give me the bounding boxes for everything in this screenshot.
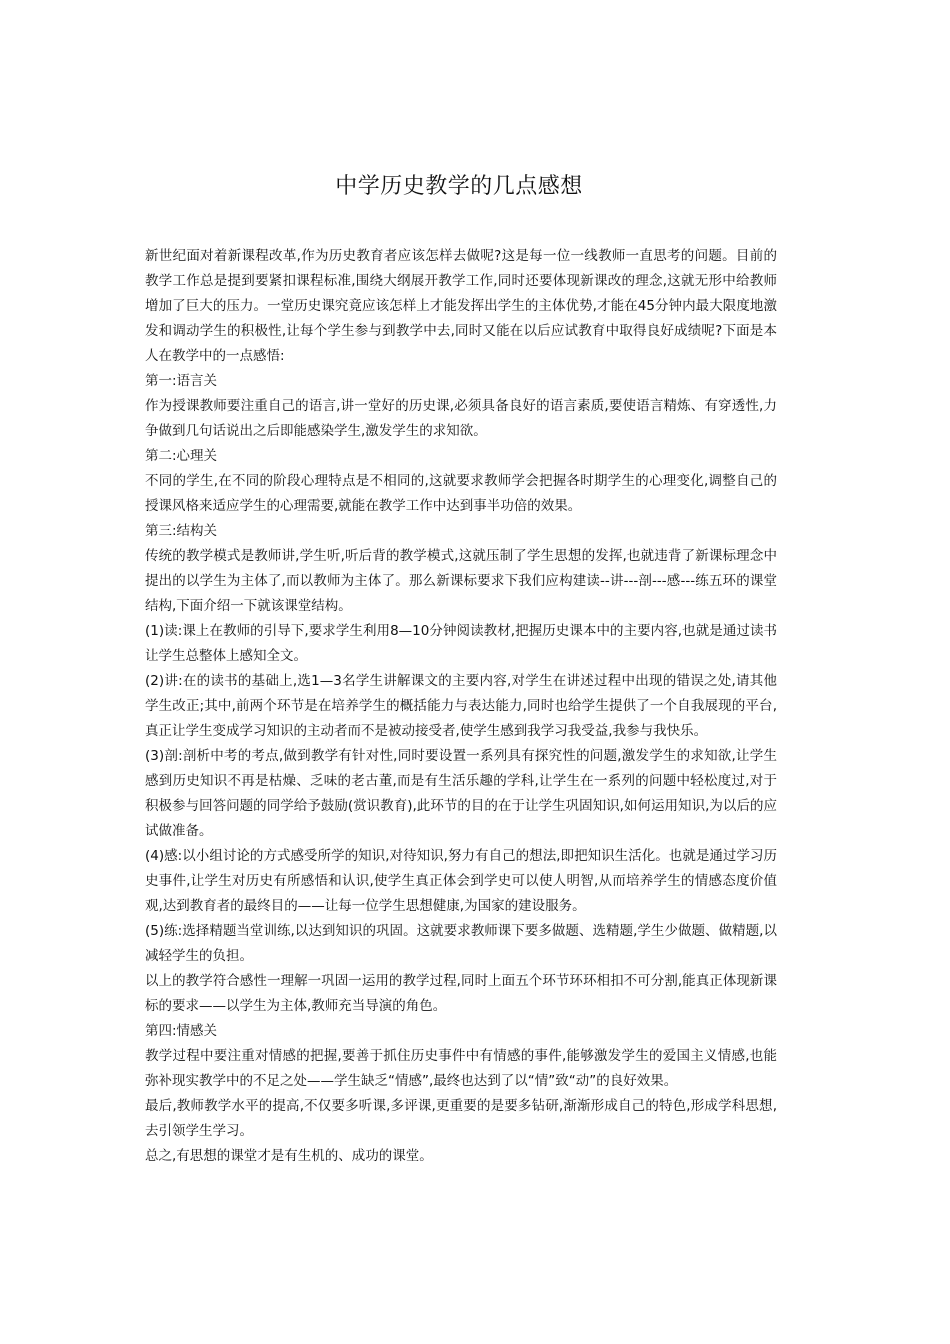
section-heading-language: 第一:语言关 [145, 373, 218, 389]
paragraph-finally: 最后,教师教学水平的提高,不仅要多听课,多评课,更重要的是要多钻研,渐渐形成自己的特色,形成学科思想,去引领学生学习。 [145, 1098, 777, 1139]
paragraph-step-explain: (2)讲:在的读书的基础上,选1—3名学生讲解课文的主要内容,对学生在讲述过程中出现的错误之处,请其他学生改正;其中,前两个环节是在培养学生的概括能力与表达能力,同时也给学生提供了一个自我展现的平台,真正让学生变成学习知识的主动者而不是被动接受者,使学生感到我学习我受益,我参与我快乐。 [145, 673, 777, 739]
paragraph-emotion: 教学过程中要注重对情感的把握,要善于抓住历史事件中有情感的事件,能够激发学生的爱国主义情感,也能弥补现实教学中的不足之处——学生缺乏“情感”,最终也达到了以“情”致“动”的良好效果。 [145, 1048, 777, 1089]
paragraph-structure-summary: 以上的教学符合感性一理解一巩固一运用的教学过程,同时上面五个环节环环相扣不可分割,能真正体现新课标的要求——以学生为主体,教师充当导演的角色。 [145, 973, 777, 1014]
document-title: 中学历史教学的几点感想 [335, 174, 583, 199]
paragraph-step-practice: (5)练:选择精题当堂训练,以达到知识的巩固。这就要求教师课下要多做题、选精题,学生少做题、做精题,以减轻学生的负担。 [145, 923, 777, 964]
paragraph-language: 作为授课教师要注重自己的语言,讲一堂好的历史课,必须具备良好的语言素质,要使语言精炼、有穿透性,力争做到几句话说出之后即能感染学生,激发学生的求知欲。 [145, 398, 777, 439]
section-heading-psychology: 第二:心理关 [145, 448, 218, 464]
paragraph-structure: 传统的教学模式是教师讲,学生听,听后背的教学模式,这就压制了学生思想的发挥,也就违背了新课标理念中提出的以学生为主体了,而以教师为主体了。那么新课标要求下我们应构建读--讲---剖---感---练五环的课堂结构,下面介绍一下就该课堂结构。 [145, 548, 777, 614]
section-heading-structure: 第三:结构关 [145, 523, 218, 539]
intro-paragraph: 新世纪面对着新课程改革,作为历史教育者应该怎样去做呢?这是每一位一线教师一直思考的问题。目前的教学工作总是提到要紧扣课程标准,围绕大纲展开教学工作,同时还要体现新课改的理念,这就无形中给教师增加了巨大的压力。一堂历史课究竟应该怎样上才能发挥出学生的主体优势,才能在45分钟内最大限度地激发和调动学生的积极性,让每个学生参与到教学中去,同时又能在以后应试教育中取得良好成绩呢?下面是本人在教学中的一点感悟: [145, 248, 777, 364]
paragraph-step-analyze: (3)剖:剖析中考的考点,做到教学有针对性,同时要设置一系列具有探究性的问题,激发学生的求知欲,让学生感到历史知识不再是枯燥、乏味的老古董,而是有生活乐趣的学科,让学生在一系列的问题中轻松度过,对于积极参与回答问题的同学给予鼓励(赏识教育),此环节的目的在于让学生巩固知识,如何运用知识,为以后的应试做准备。 [145, 748, 777, 839]
paragraph-step-feel: (4)感:以小组讨论的方式感受所学的知识,对待知识,努力有自己的想法,即把知识生活化。也就是通过学习历史事件,让学生对历史有所感悟和认识,使学生真正体会到学史可以使人明智,从而培养学生的情感态度价值观,达到教育者的最终目的——让每一位学生思想健康,为国家的建设服务。 [145, 848, 777, 914]
document-body [145, 244, 777, 1169]
paragraph-psychology: 不同的学生,在不同的阶段心理特点是不相同的,这就要求教师学会把握各时期学生的心理变化,调整自己的授课风格来适应学生的心理需要,就能在教学工作中达到事半功倍的效果。 [145, 473, 777, 514]
section-heading-emotion: 第四:情感关 [145, 1023, 218, 1039]
paragraph-step-read: (1)读:课上在教师的引导下,要求学生利用8—10分钟阅读教材,把握历史课本中的主要内容,也就是通过读书让学生总整体上感知全文。 [145, 623, 777, 664]
paragraph-conclusion: 总之,有思想的课堂才是有生机的、成功的课堂。 [145, 1148, 433, 1164]
